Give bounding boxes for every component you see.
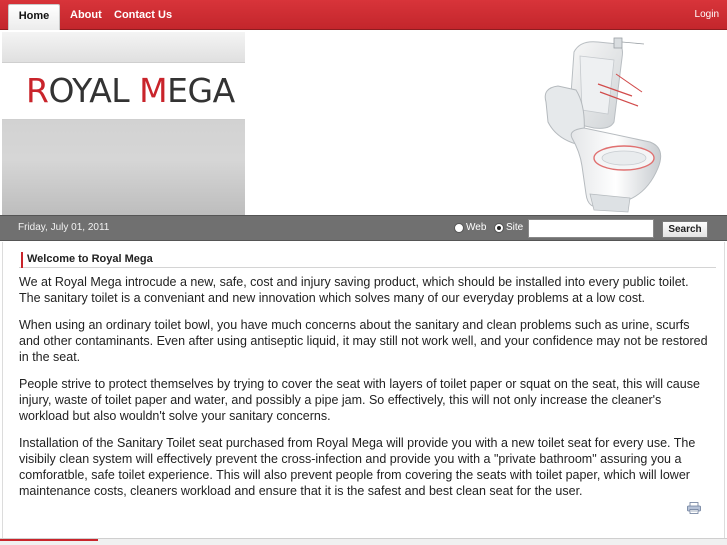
paragraph-problems: People strive to protect themselves by trying to cover the seat with layers of toilet paper or squat on the seat, this will cause injury, waste of toilet paper and water, and possibly a pipe jam. So effectively, this will not only increase the cleaner's workload but also wouldn't solve your sanitary concerns. <box>19 377 700 423</box>
search-input[interactable] <box>528 219 654 238</box>
logo-banner <box>2 62 245 120</box>
heading-accent <box>21 252 23 268</box>
web-radio[interactable] <box>454 223 464 233</box>
paragraph-intro: We at Royal Mega introcude a new, safe, cost and injury saving product, which should be installed into every public toilet. The sanitary toilet is a conveniant and new innovation which solves many of our everyday problems at a low cost. <box>19 275 689 305</box>
site-header <box>0 30 727 215</box>
toilet-illustration-icon <box>532 34 682 216</box>
login-link[interactable]: Login <box>694 9 719 20</box>
search-bar <box>0 215 727 241</box>
section-heading <box>19 252 716 268</box>
logo-initial-r: R <box>26 71 49 110</box>
page-title: Welcome to Royal Mega <box>27 253 153 265</box>
paragraph-concerns: When using an ordinary toilet bowl, you have much concerns about the sanitary and clean problems such as urine, scurfs and other contaminants. Even after using antiseptic liquid, it may still not work well, and your confidence may not be restored in the seat. <box>19 318 708 364</box>
site-radio[interactable] <box>494 223 504 233</box>
main-content <box>2 242 725 538</box>
site-logo[interactable] <box>26 71 235 110</box>
footer-accent <box>0 539 98 541</box>
web-radio-label[interactable]: Web <box>466 222 487 233</box>
article-body <box>19 274 711 510</box>
logo-word-oyal: OYAL <box>48 71 140 110</box>
tab-contact-us[interactable]: Contact Us <box>114 9 173 21</box>
paragraph-solution: Installation of the Sanitary Toilet seat purchased from Royal Mega will provide you with a new toilet seat for every use. The visibily clean system will effectively prevent the cross-infection and provide you with a "private bathroom" assuring you a comforatble, safe toilet experience. This will also prevent people from covering the seats with toilet paper, which will lower maintenance costs, cleaners workload and ensure that it is the safest and best clean seat for the user. <box>19 436 696 498</box>
current-date: Friday, July 01, 2011 <box>18 222 110 233</box>
print-icon[interactable] <box>687 502 701 514</box>
tab-about[interactable]: About <box>70 9 102 21</box>
site-radio-label[interactable]: Site <box>506 222 524 233</box>
logo-background <box>2 32 245 215</box>
logo-initial-m: M <box>139 71 168 110</box>
search-button[interactable]: Search <box>662 221 708 238</box>
tab-home[interactable]: Home <box>8 4 60 30</box>
footer-bar <box>0 538 727 545</box>
top-nav-bar <box>0 0 727 30</box>
logo-word-ega: EGA <box>167 71 235 110</box>
